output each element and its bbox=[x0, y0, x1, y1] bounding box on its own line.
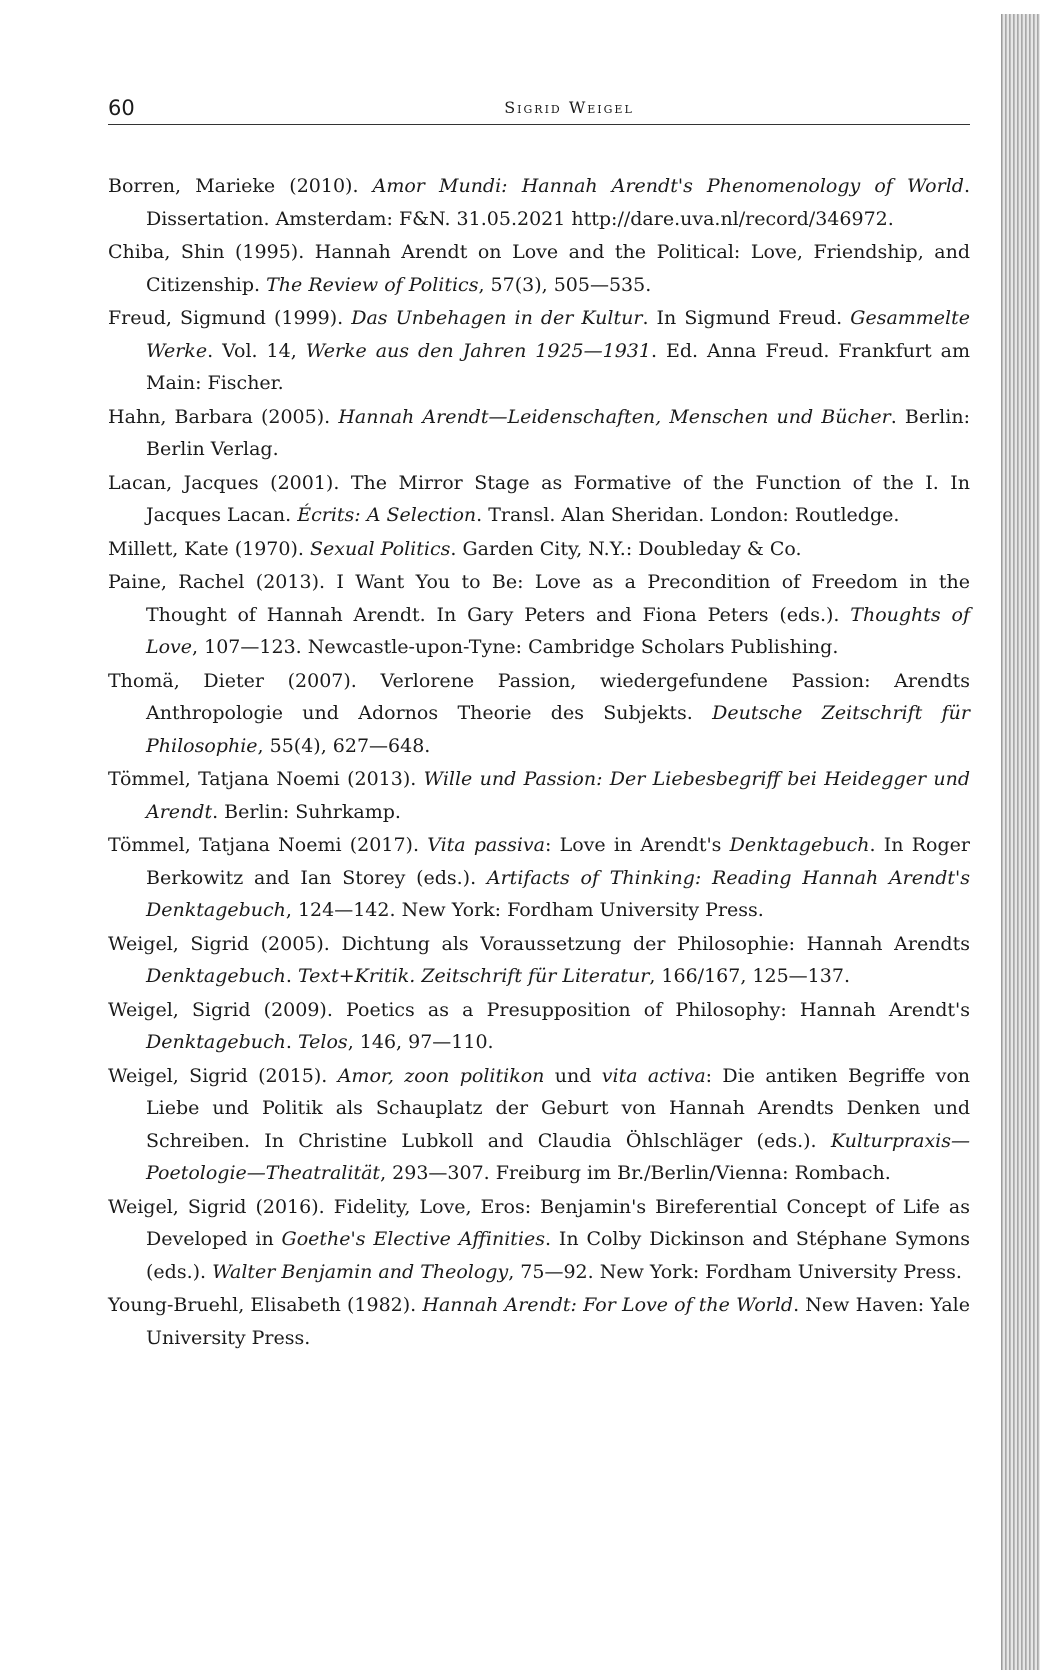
reference-italic-text: Denktagebuch bbox=[146, 1031, 286, 1053]
reference-italic-text: Denktagebuch bbox=[146, 965, 286, 987]
reference-text: , 55(4), 627—648. bbox=[257, 734, 431, 757]
reference-entry bbox=[108, 533, 970, 566]
reference-italic-text: Vita passiva bbox=[427, 834, 545, 856]
reference-text: Young-Bruehl, Elisabeth (1982). bbox=[108, 1294, 423, 1316]
reference-italic-text: Hannah Arendt: For Love of the World bbox=[422, 1294, 794, 1316]
reference-text: , 75—92. New York: Fordham University Press. bbox=[508, 1260, 962, 1283]
reference-text: Weigel, Sigrid (2005). Dichtung als Voraussetzung der Philosophie: Hannah Arendts bbox=[108, 932, 970, 955]
reference-entry bbox=[108, 566, 970, 664]
reference-text: Weigel, Sigrid (2015). bbox=[108, 1064, 338, 1087]
reference-entry bbox=[108, 829, 970, 927]
reference-entry bbox=[108, 928, 970, 993]
running-head: Sigrid Weigel bbox=[504, 98, 634, 117]
reference-text: Freud, Sigmund (1999). bbox=[108, 307, 352, 329]
reference-italic-text: Walter Benjamin and Theology bbox=[212, 1260, 509, 1283]
scanned-page-edge bbox=[1001, 14, 1040, 1670]
reference-text: . Berlin: Berlin Verlag. bbox=[146, 405, 970, 460]
reference-italic-text: Werke aus den Jahren 1925—1931 bbox=[305, 339, 651, 362]
reference-text: . Ed. Anna Freud. Frankfurt am Main: Fischer. bbox=[146, 339, 970, 394]
reference-italic-text: Das Unbehagen in der Kultur bbox=[351, 307, 643, 329]
reference-italic-text: Gesammelte Werke bbox=[146, 307, 970, 362]
reference-entry bbox=[108, 1060, 970, 1190]
reference-italic-text: Telos bbox=[297, 1031, 348, 1053]
reference-text: Borren, Marieke (2010). bbox=[108, 175, 373, 197]
reference-italic-text: Kulturpraxis—Poetologie—Theatralität bbox=[146, 1129, 970, 1184]
reference-text: , 293—307. Freiburg im Br./Berlin/Vienna: Rombach. bbox=[380, 1162, 891, 1184]
reference-italic-text: Text+Kritik. Zeitschrift für Literatur bbox=[297, 965, 650, 987]
reference-italic-text: Wille und Passion: Der Liebesbegriff bei Heidegger und Arendt bbox=[146, 768, 970, 823]
page-number: 60 bbox=[108, 96, 135, 120]
reference-text: . In Roger Berkowitz and Ian Storey (eds.). bbox=[146, 834, 970, 889]
reference-text: . In Sigmund Freud. bbox=[642, 307, 851, 329]
reference-italic-text: The Review of Politics bbox=[266, 273, 479, 296]
reference-italic-text: Hannah Arendt—Leidenschaften, Menschen und Bücher bbox=[338, 405, 891, 428]
reference-text: Paine, Rachel (2013). I Want You to Be: Love as a Precondition of Freedom in the Thought of Hannah Arendt. In Gary Peters and Fiona Peters (eds.). bbox=[108, 571, 970, 626]
reference-italic-text: Thoughts of Love bbox=[146, 603, 970, 658]
reference-italic-text: Deutsche Zeitschrift für Philosophie bbox=[146, 702, 970, 757]
reference-entry bbox=[108, 170, 970, 235]
reference-italic-text: Amor Mundi: Hannah Arendt's Phenomenology of World bbox=[372, 175, 964, 197]
reference-italic-text: Denktagebuch bbox=[729, 834, 870, 856]
reference-entry bbox=[108, 401, 970, 466]
reference-text: Lacan, Jacques (2001). The Mirror Stage as Formative of the Function of the I. In Jacques Lacan. bbox=[108, 471, 970, 526]
reference-text: . Dissertation. Amsterdam: F&N. 31.05.2021 http://dare.uva.nl/record/346972. bbox=[146, 175, 970, 230]
page-header bbox=[108, 84, 970, 125]
reference-text: und bbox=[544, 1064, 602, 1087]
reference-text: Hahn, Barbara (2005). bbox=[108, 405, 339, 428]
reference-italic-text: vita activa bbox=[601, 1064, 706, 1087]
reference-entry bbox=[108, 302, 970, 400]
reference-text: Weigel, Sigrid (2016). Fidelity, Love, Eros: Benjamin's Bireferential Concept of Life as Developed in bbox=[108, 1195, 970, 1250]
reference-text: Chiba, Shin (1995). Hannah Arendt on Love and the Political: Love, Friendship, and Citizenship. bbox=[108, 241, 970, 296]
reference-text: , 124—142. New York: Fordham University Press. bbox=[285, 899, 764, 921]
reference-text: . Garden City, N.Y.: Doubleday & Co. bbox=[450, 537, 802, 560]
reference-text: : Die antiken Begriffe von Liebe und Politik als Schauplatz der Geburt von Hannah Arendts Denken und Schreiben. In Christine Lubkoll and Claudia Öhlschläger (eds.). bbox=[146, 1064, 970, 1152]
reference-text: . Vol. 14, bbox=[207, 339, 306, 362]
reference-text: , 57(3), 505—535. bbox=[478, 273, 652, 296]
reference-text: . In Colby Dickinson and Stéphane Symons (eds.). bbox=[146, 1228, 970, 1283]
reference-italic-text: Amor, zoon politikon bbox=[337, 1064, 545, 1087]
reference-text: , 166/167, 125—137. bbox=[649, 965, 850, 987]
reference-text: . bbox=[285, 965, 298, 987]
reference-entry bbox=[108, 467, 970, 532]
reference-text: Tömmel, Tatjana Noemi (2017). bbox=[108, 834, 428, 856]
reference-italic-text: Goethe's Elective Affinities bbox=[281, 1228, 545, 1250]
reference-entry bbox=[108, 665, 970, 763]
reference-text: . Transl. Alan Sheridan. London: Routledge. bbox=[476, 504, 900, 526]
reference-text: Tömmel, Tatjana Noemi (2013). bbox=[108, 768, 424, 790]
reference-text: Weigel, Sigrid (2009). Poetics as a Presupposition of Philosophy: Hannah Arendt's bbox=[108, 998, 970, 1021]
reference-text: . New Haven: Yale University Press. bbox=[146, 1294, 970, 1349]
reference-entry bbox=[108, 236, 970, 301]
reference-text: , 107—123. Newcastle-upon-Tyne: Cambridge Scholars Publishing. bbox=[192, 636, 839, 658]
reference-entry bbox=[108, 1191, 970, 1289]
reference-italic-text: Écrits: A Selection bbox=[297, 504, 477, 526]
reference-text: . Berlin: Suhrkamp. bbox=[212, 800, 401, 823]
reference-text: Thomä, Dieter (2007). Verlorene Passion, wiedergefundene Passion: Arendts Anthropologie und Adornos Theorie des Subjekts. bbox=[108, 669, 970, 724]
reference-text: : Love in Arendt's bbox=[544, 834, 730, 856]
reference-text: , 146, 97—110. bbox=[347, 1031, 494, 1053]
reference-italic-text: Sexual Politics bbox=[309, 537, 451, 560]
reference-entry bbox=[108, 994, 970, 1059]
reference-entry bbox=[108, 1289, 970, 1354]
reference-list bbox=[108, 170, 970, 1355]
reference-text: Millett, Kate (1970). bbox=[108, 537, 310, 560]
reference-italic-text: Artifacts of Thinking: Reading Hannah Arendt's Denktagebuch bbox=[146, 866, 970, 921]
reference-text: . bbox=[285, 1031, 298, 1053]
reference-entry bbox=[108, 763, 970, 828]
